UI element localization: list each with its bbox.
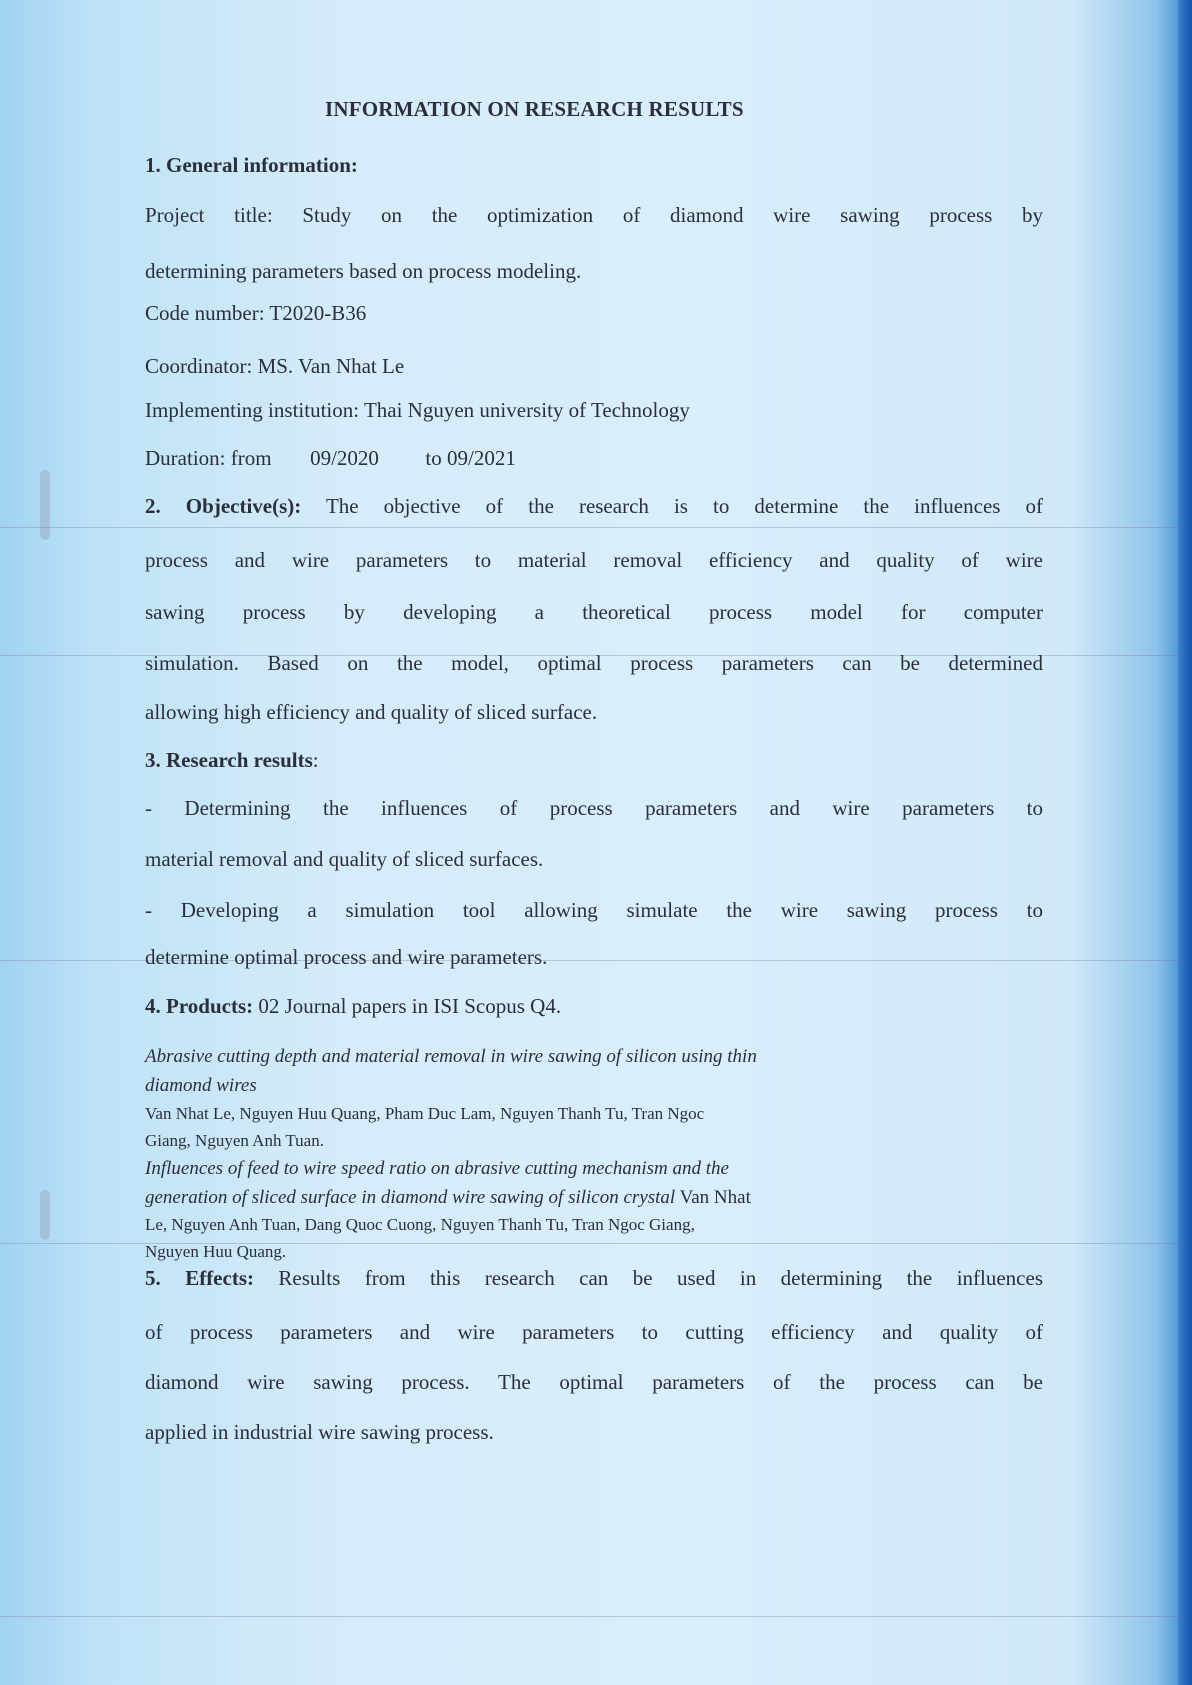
duration-to: to 09/2021 (425, 446, 516, 470)
coordinator: Coordinator: MS. Van Nhat Le (145, 354, 405, 378)
effects-line: applied in industrial wire sawing process. (145, 1420, 494, 1444)
paper-title: diamond wires (145, 1075, 257, 1096)
products-line (145, 994, 561, 1019)
objectives-line: process and wire parameters to material removal efficiency and quality of wire (145, 548, 1043, 572)
section-heading-effects: 5. Effects: (145, 1266, 254, 1290)
section-heading-general: 1. General information: (145, 153, 358, 177)
section-heading-results (145, 748, 319, 773)
duration-label: Duration: from (145, 446, 272, 470)
section-heading-products: 4. Products: (145, 994, 254, 1018)
paper-authors: Giang, Nguyen Anh Tuan. (145, 1131, 324, 1150)
paper-title: Influences of feed to wire speed ratio on abrasive cutting mechanism and the (145, 1158, 729, 1179)
results-heading-colon: : (312, 748, 319, 772)
results-line: - Determining the influences of process parameters and wire parameters to (145, 796, 1043, 820)
scan-edge (1178, 0, 1192, 1685)
objectives-line (145, 494, 1043, 519)
paper-title: Abrasive cutting depth and material removal in wire sawing of silicon using thin (145, 1046, 757, 1067)
duration (145, 446, 516, 471)
paper-title-authors (145, 1187, 751, 1209)
effects-line: of process parameters and wire parameters to cutting efficiency and quality of (145, 1320, 1043, 1344)
objectives-line: allowing high efficiency and quality of sliced surface. (145, 700, 598, 724)
page-title: INFORMATION ON RESEARCH RESULTS (325, 97, 744, 121)
results-heading-text: 3. Research results (145, 748, 313, 772)
products-text: 02 Journal papers in ISI Scopus Q4. (253, 994, 562, 1018)
paper-title: generation of sliced surface in diamond wire sawing of silicon crystal (145, 1187, 676, 1208)
effects-line (145, 1266, 1043, 1291)
section-heading-objectives: 2. Objective(s): (145, 494, 302, 518)
results-line: - Developing a simulation tool allowing simulate the wire sawing process to (145, 898, 1043, 922)
effects-line: diamond wire sawing process. The optimal parameters of the process can be (145, 1370, 1043, 1394)
paper-authors: Van Nhat (675, 1187, 751, 1208)
objectives-text: The objective of the research is to determine the influences of (301, 494, 1043, 518)
objectives-line: sawing process by developing a theoretical process model for computer (145, 600, 1043, 624)
project-title-line: determining parameters based on process modeling. (145, 259, 582, 283)
project-title-line: Project title: Study on the optimization of diamond wire sawing process by (145, 203, 1043, 227)
institution: Implementing institution: Thai Nguyen university of Technology (145, 398, 690, 422)
duration-from: 09/2020 (310, 446, 379, 470)
scan-stain (40, 470, 50, 540)
scan-line (0, 1616, 1192, 1617)
paper-authors: Van Nhat Le, Nguyen Huu Quang, Pham Duc Lam, Nguyen Thanh Tu, Tran Ngoc (145, 1104, 705, 1123)
results-line: determine optimal process and wire parameters. (145, 945, 548, 969)
effects-text: Results from this research can be used in determining the influences (253, 1266, 1043, 1290)
code-number: Code number: T2020-B36 (145, 301, 367, 325)
paper-authors: Nguyen Huu Quang. (145, 1242, 287, 1261)
paper-authors: Le, Nguyen Anh Tuan, Dang Quoc Cuong, Nguyen Thanh Tu, Tran Ngoc Giang, (145, 1215, 695, 1234)
objectives-line: simulation. Based on the model, optimal process parameters can be determined (145, 651, 1043, 675)
results-line: material removal and quality of sliced surfaces. (145, 847, 544, 871)
scan-line (0, 527, 1192, 528)
scan-stain (40, 1190, 50, 1240)
